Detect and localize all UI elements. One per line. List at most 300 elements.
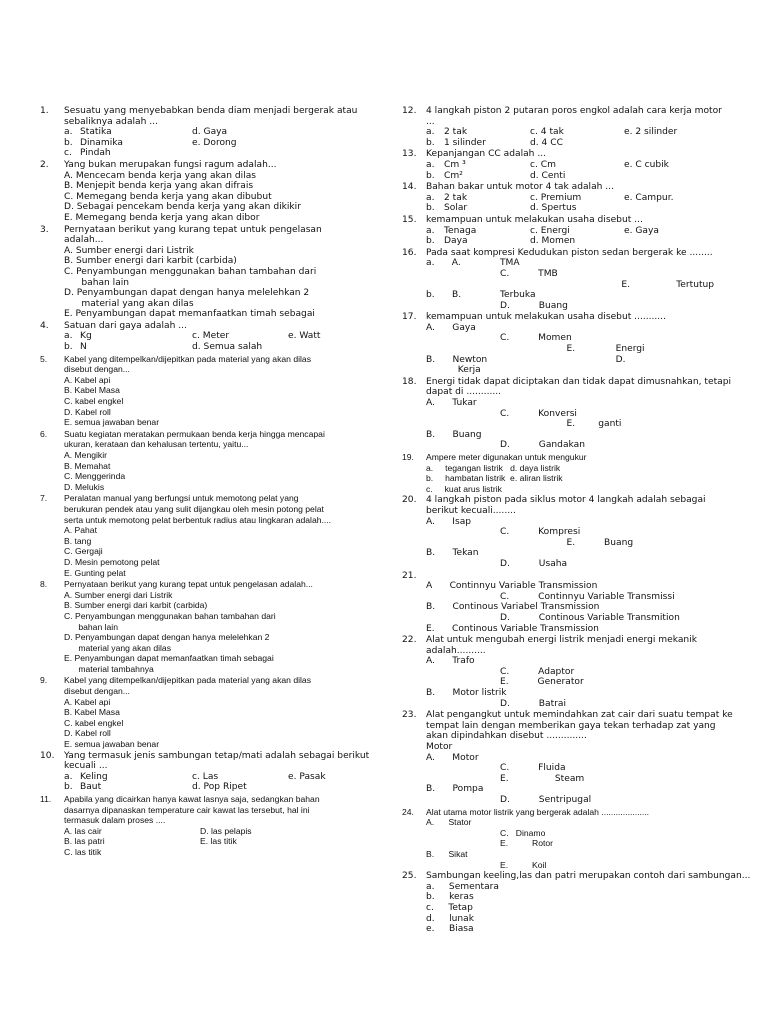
option-text: d. Semua salah <box>192 342 263 353</box>
question-stem-line <box>402 387 732 398</box>
option-line: B. tang <box>64 535 92 546</box>
option-line: D. Mesin pemotong pelat <box>64 556 160 567</box>
question-stem: Kabel yang ditempelkan/dijepitkan pada material yang akan dilas <box>64 675 311 686</box>
option-text <box>426 280 500 291</box>
option-text: D. las pelapis <box>200 825 252 836</box>
question-stem: Yang termasuk jenis sambungan tetap/mati adalah sebagai berikut <box>64 750 370 761</box>
option-text: B. Buang <box>426 429 482 440</box>
question-number: 3. <box>40 224 49 235</box>
question-stem: Peralatan manual yang berfungsi untuk memotong pelat yang <box>64 493 299 504</box>
question-stem: Satuan dari gaya adalah ... <box>64 320 187 331</box>
question-stem-line <box>402 571 732 582</box>
question-21 <box>402 571 732 635</box>
option-line: A. Sumber energi dari Listrik <box>64 245 194 256</box>
question-stem: Alat utama motor listrik yang bergerak adalah .................... <box>426 806 650 817</box>
option-text: B. Continous Variabel Transmission <box>426 602 600 613</box>
option-row <box>402 290 732 301</box>
question-number: 5. <box>40 353 48 364</box>
option-letter: a. <box>426 127 435 138</box>
question-stem: tempat lain dengan memberikan gaya tekan terhadap zat yang <box>426 720 716 731</box>
option-row <box>402 559 732 570</box>
option-line: A. Mengikir <box>64 450 107 460</box>
option-text: C. Fluida <box>500 763 566 774</box>
option-line: D. Kabel roll <box>64 728 111 739</box>
option-text: c. Meter <box>192 331 230 342</box>
option-row <box>402 795 732 806</box>
option-row <box>402 138 732 149</box>
question-6 <box>40 429 384 493</box>
option-line: C. Penyambungan menggunakan bahan tambahan dari <box>64 266 317 277</box>
option-row <box>40 331 384 342</box>
question-stem <box>426 571 732 582</box>
question-stem-line <box>402 495 732 506</box>
option-text <box>426 269 500 280</box>
question-number: 17. <box>402 312 417 323</box>
option-text: D. Usaha <box>500 558 568 569</box>
option-text: C. Momen <box>500 333 572 344</box>
option-text: D. Buang <box>500 300 568 311</box>
option-line: d. lunak <box>426 913 475 924</box>
option-row <box>402 753 732 764</box>
option-letter: a. <box>426 159 435 170</box>
option-text: A. Gaya <box>426 322 476 333</box>
question-number: 15. <box>402 214 417 225</box>
option-text: Statika <box>80 127 112 138</box>
question-stem-line <box>402 149 732 160</box>
option-text: e. Pasak <box>288 771 326 782</box>
question-stem-line <box>402 710 732 721</box>
option-letter: b. <box>64 137 73 148</box>
option-row <box>402 440 732 451</box>
option-line: B. Kabel Masa <box>64 707 120 718</box>
option-row <box>402 548 732 559</box>
option-text <box>426 301 500 312</box>
question-number-spacer <box>40 235 64 246</box>
option-text: Pindah <box>80 148 111 159</box>
option-text <box>426 860 500 871</box>
option-text: C. Adaptor <box>500 666 575 677</box>
option-text <box>426 409 500 420</box>
option-text: B. Newton <box>426 354 488 365</box>
question-number: 19. <box>402 452 414 462</box>
question-stem-line <box>402 635 732 646</box>
option-text: E. las titik <box>200 836 237 847</box>
option-text: Dinamika <box>80 137 123 148</box>
option-text: D. Continous Variable Transmition <box>500 612 680 623</box>
question-stem-line <box>402 731 732 742</box>
option-text: e. 2 silinder <box>624 127 678 138</box>
option-line: E. semua jawaban benar <box>64 417 160 428</box>
question-stem: kecuali ... <box>64 761 108 772</box>
question-number-spacer <box>402 742 426 753</box>
option-line: c. kuat arus listrik <box>426 483 502 494</box>
question-stem-line <box>40 794 384 805</box>
option-text: E. Koil <box>500 859 547 870</box>
option-text: E. Continous Variable Transmission <box>426 623 599 634</box>
option-text: B. Pompa <box>426 784 484 795</box>
option-text: B. Motor listrik <box>426 688 507 699</box>
option-line: B. Menjepit benda kerja yang akan difrais <box>64 181 254 192</box>
option-text <box>426 419 500 430</box>
option-row <box>402 419 732 430</box>
option-row <box>402 538 732 549</box>
question-stem: 4 langkah piston 2 putaran poros engkol adalah cara kerja motor <box>426 106 722 116</box>
option-letter: b. <box>426 137 435 148</box>
question-number: 1. <box>40 106 49 116</box>
question-stem: Pada saat kompresi Kedudukan piston sedan bergerak ke ........ <box>426 247 713 258</box>
option-row <box>402 602 732 613</box>
option-text: e. Campur. <box>624 192 674 203</box>
option-text: 2 tak <box>444 127 468 138</box>
option-text: A. Motor <box>426 752 479 763</box>
option-line: D. Penyambungan dapat dengan hanya melelehkan 2 <box>64 632 270 643</box>
option-text <box>426 613 500 624</box>
question-14 <box>402 182 732 214</box>
question-number: 11. <box>40 794 52 804</box>
question-stem: akan dipindahkan disebut .............. <box>426 731 587 742</box>
option-line: A. Sumber energi dari Listrik <box>64 589 173 600</box>
question-stem-line <box>402 452 732 463</box>
question-23 <box>402 710 732 805</box>
question-stem-line <box>40 429 384 440</box>
question-stem: Pernyataan berikut yang kurang tepat untuk pengelasan adalah... <box>64 579 313 590</box>
option-row <box>40 127 384 138</box>
question-number-spacer <box>402 646 426 657</box>
option-line: A. Kabel api <box>64 696 111 707</box>
option-row <box>402 763 732 774</box>
option-line: A. Mencecam benda kerja yang akan dilas <box>64 170 257 181</box>
option-row <box>402 517 732 528</box>
question-number-spacer <box>40 515 64 526</box>
option-text: A. las cair <box>64 825 102 836</box>
option-line: B. Kabel Masa <box>64 385 120 396</box>
question-stem: Yang bukan merupakan fungsi ragum adalah... <box>64 159 277 170</box>
option-line: E. Gunting pelat <box>64 567 126 578</box>
question-stem: kemampuan untuk melakukan usaha disebut ... <box>426 214 643 225</box>
question-number: 8. <box>40 579 48 590</box>
question-stem-line <box>402 721 732 732</box>
question-number: 23. <box>402 710 417 721</box>
option-row <box>402 699 732 710</box>
question-3 <box>40 225 384 320</box>
option-line: a. Sementara <box>426 881 499 892</box>
option-text <box>426 344 500 355</box>
option-line: C. kabel engkel <box>64 717 124 728</box>
option-letter: a. <box>64 331 73 342</box>
option-row <box>402 784 732 795</box>
question-18 <box>402 377 732 451</box>
question-stem-line <box>402 312 732 323</box>
option-row <box>402 527 732 538</box>
option-row <box>402 838 732 849</box>
option-text: E. Steam <box>500 773 585 784</box>
question-stem-line <box>402 807 732 818</box>
option-text: E. ganti <box>500 419 622 430</box>
question-stem: sebaliknya adalah ... <box>64 116 158 127</box>
left-column <box>40 106 384 859</box>
option-line: c. Tetap <box>426 902 473 913</box>
question-number-spacer <box>40 439 64 450</box>
option-line: bahan lain <box>64 621 118 632</box>
question-stem-line <box>40 493 384 504</box>
option-text: Daya <box>444 236 468 247</box>
option-row <box>402 193 732 204</box>
question-number: 2. <box>40 159 49 170</box>
option-text: a. A. <box>426 258 461 269</box>
question-stem-line <box>40 117 384 128</box>
question-number-spacer <box>40 815 64 826</box>
question-stem: dasarnya dipanaskan temperature cair kawat las tersebut, hal ini <box>64 804 310 815</box>
option-line: C. Memegang benda kerja yang akan dibubut <box>64 191 272 202</box>
question-number: 18. <box>402 376 417 387</box>
question-stem-line <box>402 871 751 882</box>
option-text: C. Continnyu Variable Transmissi <box>500 591 675 602</box>
option-row <box>402 236 732 247</box>
option-line: C. Menggerinda <box>64 471 126 482</box>
option-line: b. hambatan listrik e. aliran listrik <box>426 473 563 484</box>
question-number: 14. <box>402 182 417 193</box>
option-text: c. Las <box>192 771 219 782</box>
option-row <box>402 860 732 871</box>
option-text <box>426 592 500 603</box>
question-stem: ukuran, kerataan dan kehalusan tertentu, yaitu... <box>64 439 249 450</box>
question-stem-line <box>40 504 384 515</box>
option-text: C. TMB <box>500 268 558 279</box>
question-number: 16. <box>402 247 417 258</box>
question-stem-line <box>40 761 384 772</box>
option-text: e. C cubik <box>624 159 669 170</box>
question-4 <box>40 321 384 353</box>
question-stem-line <box>40 686 384 697</box>
option-text <box>426 828 500 839</box>
question-number-spacer <box>40 686 64 697</box>
question-stem-line <box>40 321 384 332</box>
option-row <box>402 127 732 138</box>
question-stem-line <box>40 364 384 375</box>
option-line: D. Kabel roll <box>64 406 111 417</box>
option-line: B. Sumber energi dari karbit (carbida) <box>64 256 237 267</box>
option-line: a. tegangan listrik d. daya listrik <box>426 462 561 473</box>
option-row <box>402 171 732 182</box>
option-row <box>402 774 732 785</box>
option-letter: b. <box>426 170 435 181</box>
question-stem-line <box>402 117 732 128</box>
option-row <box>402 688 732 699</box>
question-stem: Ampere meter digunakan untuk mengukur <box>426 452 587 462</box>
option-text: D. Gandakan <box>500 440 585 451</box>
option-text: A Continnyu Variable Transmission <box>426 581 598 592</box>
option-text: D. <box>500 354 626 365</box>
option-line: C. kabel engkel <box>64 396 124 407</box>
question-stem: serta untuk memotong pelat berbentuk radius atau lingkaran adalah.... <box>64 514 332 525</box>
option-text: Kerja <box>426 365 481 376</box>
question-number: 7. <box>40 493 48 504</box>
question-11 <box>40 794 384 858</box>
question-stem-line <box>402 742 732 753</box>
option-text: C. las titik <box>64 846 102 857</box>
question-number-spacer <box>40 364 64 375</box>
question-stem: Apabila yang dicairkan hanya kawat lasnya saja, sedangkan bahan <box>64 794 320 804</box>
option-text: A. Trafo <box>426 656 475 667</box>
question-stem-line <box>40 815 384 826</box>
option-row <box>402 269 732 280</box>
question-stem-line <box>402 215 732 226</box>
option-letter: a. <box>426 192 435 203</box>
option-line: B. Memahat <box>64 460 111 471</box>
right-column <box>402 106 751 936</box>
question-stem: kemampuan untuk melakukan usaha disebut ........... <box>426 312 666 323</box>
option-text: A. Isap <box>426 516 472 527</box>
question-stem: Sesuatu yang menyebabkan benda diam menjadi bergerak atau <box>64 106 358 116</box>
question-20 <box>402 495 732 569</box>
option-text: B. las patri <box>64 836 105 847</box>
option-text: B. Tekan <box>426 548 479 559</box>
question-16 <box>402 248 732 312</box>
option-line: A. Pahat <box>64 525 97 536</box>
option-row <box>402 849 732 860</box>
option-line: material yang akan dilas <box>64 298 194 309</box>
option-letter: a. <box>64 127 73 138</box>
question-stem: dapat di ............ <box>426 387 502 398</box>
option-row <box>402 667 732 678</box>
question-stem-line <box>40 235 384 246</box>
question-12 <box>402 106 732 148</box>
question-stem: Pernyataan berikut yang kurang tepat untuk pengelasan <box>64 224 322 235</box>
question-stem-line <box>402 182 732 193</box>
question-number-spacer <box>402 117 426 128</box>
option-line: E. Penyambungan dapat memanfaatkan timah sebagai <box>64 309 315 320</box>
option-text: 2 tak <box>444 192 468 203</box>
question-number: 10. <box>40 750 55 761</box>
question-number-spacer <box>402 721 426 732</box>
option-text: Keling <box>80 771 108 782</box>
option-text: A. Stator <box>426 817 472 828</box>
option-letter: b. <box>426 203 435 214</box>
question-number: 20. <box>402 495 417 506</box>
option-text: C. Kompresi <box>500 527 581 538</box>
question-22 <box>402 635 732 709</box>
option-row <box>402 160 732 171</box>
question-stem-line <box>40 354 384 365</box>
option-row <box>40 782 384 793</box>
option-row <box>40 342 384 353</box>
question-5 <box>40 354 384 428</box>
question-number: 13. <box>402 149 417 160</box>
option-letter: b. <box>64 782 73 793</box>
option-text: TMA <box>500 258 520 269</box>
option-text: 1 silinder <box>444 137 486 148</box>
question-stem-line <box>40 160 384 171</box>
option-text: E. Energi <box>500 344 645 355</box>
option-line: D. Penyambungan dapat dengan hanya melelehkan 2 <box>64 288 310 299</box>
question-8 <box>40 579 384 674</box>
option-text: d. 4 CC <box>530 137 563 148</box>
question-1 <box>40 106 384 159</box>
option-line: E. semua jawaban benar <box>64 739 160 750</box>
option-row <box>402 258 732 269</box>
option-text <box>426 699 500 710</box>
option-line: B. Sumber energi dari karbit (carbida) <box>64 600 208 611</box>
question-number: 24. <box>402 806 414 817</box>
option-row <box>40 847 384 858</box>
option-row <box>40 148 384 159</box>
option-row <box>402 344 732 355</box>
question-stem: Alat untuk mengubah energi listrik menjadi energi mekanik <box>426 635 697 646</box>
option-text: Tenaga <box>444 225 477 236</box>
option-row <box>402 323 732 334</box>
question-17 <box>402 312 732 376</box>
option-text <box>426 527 500 538</box>
question-stem-line <box>40 106 384 117</box>
option-row <box>402 581 732 592</box>
option-text <box>426 333 500 344</box>
question-stem: termasuk dalam proses .... <box>64 815 166 826</box>
question-7 <box>40 493 384 578</box>
option-text: E. Tertutup <box>500 279 715 290</box>
question-10 <box>40 751 384 793</box>
option-line: material yang akan dilas <box>64 642 171 653</box>
question-stem-line <box>402 248 732 259</box>
question-stem: berikut kecuali........ <box>426 505 516 516</box>
question-stem-line <box>402 646 732 657</box>
option-text: e. Dorong <box>192 137 237 148</box>
option-row <box>402 817 732 828</box>
option-text: d. Spertus <box>530 203 577 214</box>
option-text: E. Generator <box>500 677 584 688</box>
option-text <box>426 795 500 806</box>
option-line: bahan lain <box>64 277 130 288</box>
question-number-spacer <box>40 504 64 515</box>
option-text: Cm² <box>444 170 463 181</box>
option-row <box>40 138 384 149</box>
question-number: 22. <box>402 635 417 646</box>
option-text: D. Sentripugal <box>500 795 592 805</box>
option-letter: a. <box>64 771 73 782</box>
option-letter: b. <box>64 342 73 353</box>
option-text: d. Momen <box>530 236 576 247</box>
question-stem: Sambungan keeling,las dan patri merupakan contoh dari sambungan... <box>426 871 751 882</box>
option-row <box>402 656 732 667</box>
option-text: Baut <box>80 782 102 793</box>
option-row <box>40 826 384 837</box>
question-25 <box>402 871 751 935</box>
option-line: b. keras <box>426 892 474 903</box>
option-text: c. Energi <box>530 225 570 236</box>
option-row <box>40 772 384 783</box>
option-line: D. Sebagai pencekam benda kerja yang akan dikikir <box>64 202 301 213</box>
question-15 <box>402 215 732 247</box>
question-stem: Kepanjangan CC adalah ... <box>426 149 547 160</box>
question-stem: disebut dengan... <box>64 686 130 697</box>
option-text <box>426 559 500 570</box>
option-row <box>402 409 732 420</box>
option-line: A. Kabel api <box>64 374 111 385</box>
question-stem-line <box>40 805 384 816</box>
option-text: d. Gaya <box>192 127 228 138</box>
question-stem-line <box>402 377 732 388</box>
question-number: 4. <box>40 320 49 331</box>
question-stem-line <box>40 439 384 450</box>
option-text: B. Sikat <box>426 848 468 859</box>
option-text: d. Pop Ripet <box>192 782 247 793</box>
option-row <box>402 430 732 441</box>
option-row <box>402 592 732 603</box>
option-text <box>426 838 500 849</box>
question-number: 9. <box>40 675 48 686</box>
option-text: b. B. <box>426 290 462 301</box>
question-24 <box>402 807 732 871</box>
question-stem: disebut dengan... <box>64 364 130 375</box>
